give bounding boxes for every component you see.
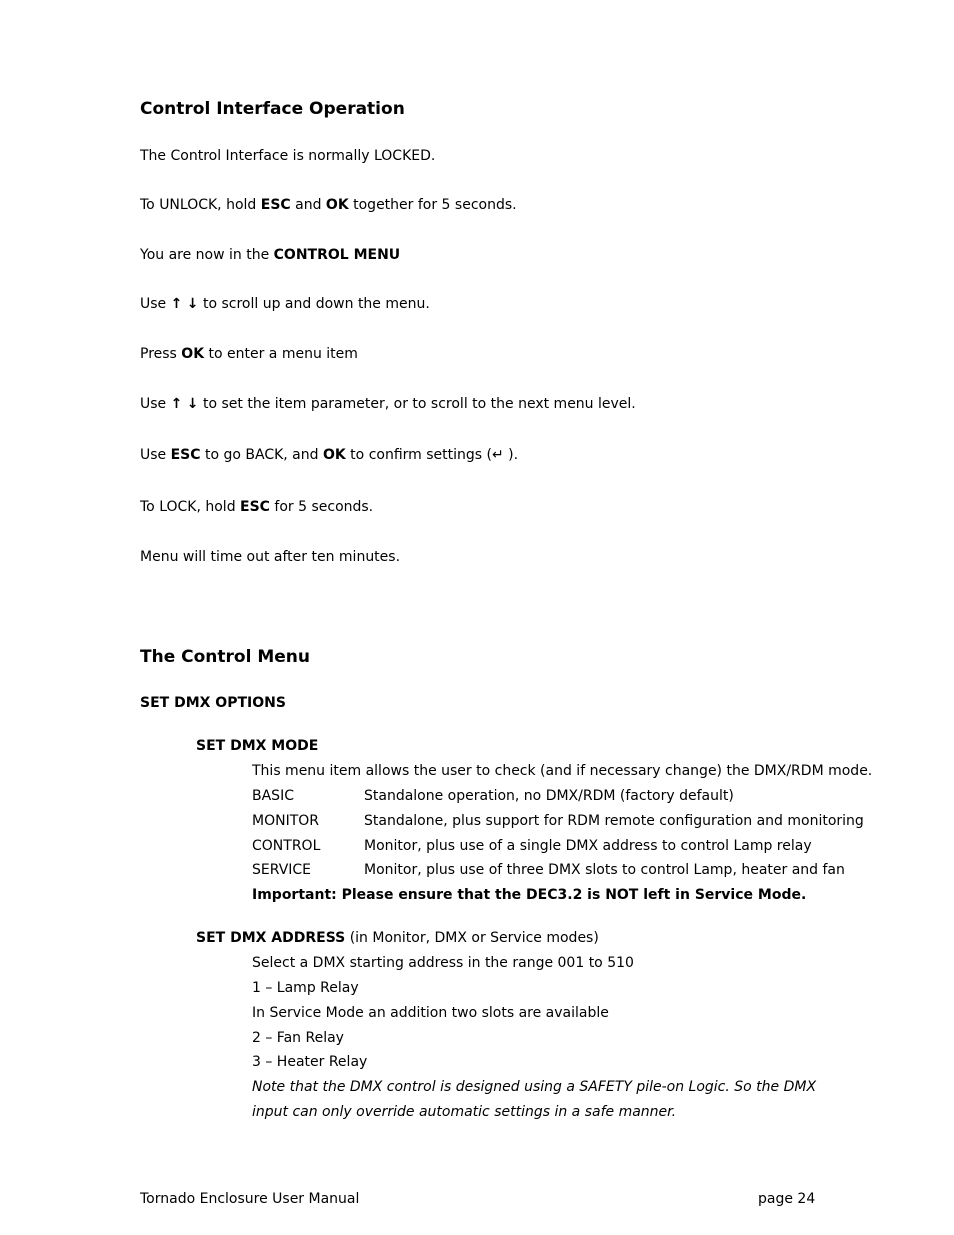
address-line-5: 3 – Heater Relay bbox=[252, 1054, 368, 1070]
enter-icon: ↵ bbox=[491, 447, 504, 463]
footer-page-number: page 24 bbox=[758, 1191, 816, 1207]
arrow-down-icon: ↓ bbox=[186, 296, 199, 312]
paragraph-set-parameter: Use ↑ ↓ to set the item parameter, or to scroll to the next menu level. bbox=[140, 396, 636, 412]
mode-key-service: SERVICE bbox=[252, 862, 312, 878]
heading-set-dmx-mode: SET DMX MODE bbox=[196, 738, 319, 754]
arrow-up-icon: ↑ bbox=[170, 396, 183, 412]
paragraph-press-ok: Press OK to enter a menu item bbox=[140, 346, 358, 362]
important-note: Important: Please ensure that the DEC3.2 is NOT left in Service Mode. bbox=[252, 887, 807, 903]
mode-key-monitor: MONITOR bbox=[252, 813, 319, 829]
paragraph-scroll: Use ↑ ↓ to scroll up and down the menu. bbox=[140, 296, 430, 312]
paragraph-lock: To LOCK, hold ESC for 5 seconds. bbox=[140, 499, 374, 515]
heading-set-dmx-address: SET DMX ADDRESS (in Monitor, DMX or Service modes) bbox=[196, 930, 599, 946]
address-line-4: 2 – Fan Relay bbox=[252, 1030, 344, 1046]
mode-value-basic: Standalone operation, no DMX/RDM (factory default) bbox=[364, 788, 734, 804]
mode-value-service: Monitor, plus use of three DMX slots to control Lamp, heater and fan bbox=[364, 862, 845, 878]
safety-note-line-1: Note that the DMX control is designed using a SAFETY pile-on Logic. So the DMX bbox=[252, 1079, 817, 1095]
footer-title: Tornado Enclosure User Manual bbox=[140, 1191, 360, 1207]
paragraph-unlock: To UNLOCK, hold ESC and OK together for 5 seconds. bbox=[140, 197, 517, 213]
arrow-up-icon: ↑ bbox=[170, 296, 183, 312]
address-line-2: 1 – Lamp Relay bbox=[252, 980, 359, 996]
subheading-set-dmx-options: SET DMX OPTIONS bbox=[140, 695, 286, 711]
mode-key-control: CONTROL bbox=[252, 838, 321, 854]
address-line-1: Select a DMX starting address in the range 001 to 510 bbox=[252, 955, 634, 971]
section-title-control-interface: Control Interface Operation bbox=[140, 99, 405, 119]
paragraph-timeout: Menu will time out after ten minutes. bbox=[140, 549, 401, 565]
address-line-3: In Service Mode an addition two slots are available bbox=[252, 1005, 609, 1021]
mode-key-basic: BASIC bbox=[252, 788, 294, 804]
mode-value-monitor: Standalone, plus support for RDM remote configuration and monitoring bbox=[364, 813, 864, 829]
mode-value-control: Monitor, plus use of a single DMX address to control Lamp relay bbox=[364, 838, 812, 854]
paragraph-esc-ok: Use ESC to go BACK, and OK to confirm settings (↵ ). bbox=[140, 447, 519, 463]
paragraph-control-menu: You are now in the CONTROL MENU bbox=[140, 247, 401, 263]
dmx-mode-description: This menu item allows the user to check (and if necessary change) the DMX/RDM mode. bbox=[252, 763, 873, 779]
section-title-control-menu: The Control Menu bbox=[140, 647, 310, 667]
safety-note-line-2: input can only override automatic settings in a safe manner. bbox=[252, 1104, 677, 1120]
paragraph-locked: The Control Interface is normally LOCKED. bbox=[140, 148, 436, 164]
arrow-down-icon: ↓ bbox=[186, 396, 199, 412]
